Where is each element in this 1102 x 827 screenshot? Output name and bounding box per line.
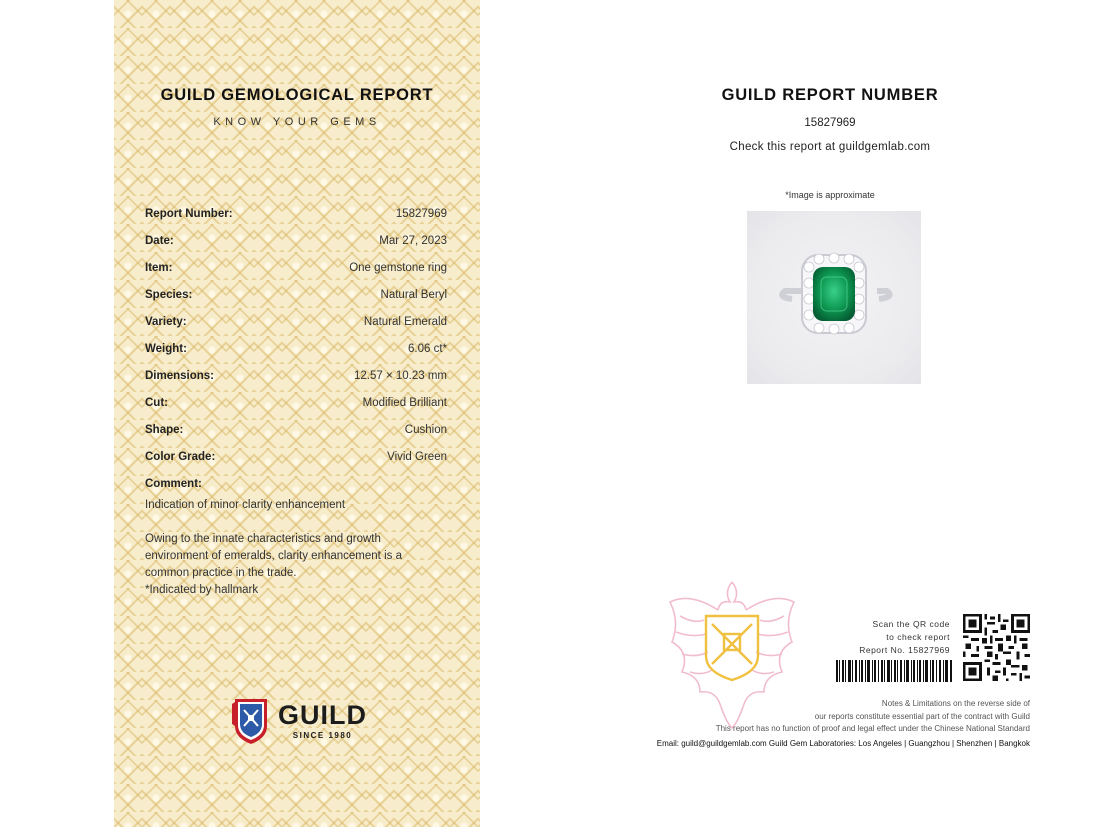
field-species [145,289,447,316]
field-weight [145,343,447,370]
field-value: Modified Brilliant [362,397,447,409]
comment-line: Owing to the innate characteristics and growth [145,533,381,545]
comment-label: Comment: [145,478,202,490]
field-label: Cut: [145,397,168,409]
field-label: Item: [145,262,173,274]
field-value: Cushion [404,424,447,436]
field-value: Vivid Green [387,451,447,463]
notes-line: our reports constitute essential part of the contract with Guild [814,711,1030,721]
footer-contact: Email: guild@guildgemlab.com Guild Gem Laboratories: Los Angeles | Guangzhou | Shenzhen | Bangkok [656,739,1030,748]
left-report-panel [114,0,480,827]
guild-wordmark [278,702,367,740]
comment-line: environment of emeralds, clarity enhancement is a [145,550,402,562]
comment-line: *Indicated by hallmark [145,584,259,596]
gemstone-ring-photo [747,211,921,384]
field-value: Mar 27, 2023 [379,235,447,247]
qr-code-icon[interactable] [963,614,1030,681]
guild-shield-logo-icon [232,696,270,746]
guild-logo-name: GUILD [278,700,367,730]
field-label: Color Grade: [145,451,216,463]
field-label: Variety: [145,316,187,328]
comment-text: Indication of minor clarity enhancement [145,499,346,511]
qr-instruction-line: to check report [886,632,950,642]
report-number-small: Report No. 15827969 [859,645,950,655]
notes-limitations [560,698,1030,736]
field-value: 15827969 [395,208,447,220]
field-variety [145,316,447,343]
field-value: Natural Emerald [363,316,447,328]
comment-line: common practice in the trade. [145,567,297,579]
field-value: 6.06 ct* [408,343,447,355]
field-label: Weight: [145,343,187,355]
image-approx-note: *Image is approximate [785,190,875,200]
field-value: 12.57 × 10.23 mm [353,370,447,382]
verify-link-text: Check this report at guildgemlab.com [729,141,931,153]
field-value: Natural Beryl [380,289,447,301]
field-value: One gemstone ring [349,262,447,274]
field-dimensions [145,370,447,397]
report-tagline: KNOW YOUR GEMS [213,116,381,128]
report-fields [145,208,447,599]
field-label: Date: [145,235,174,247]
field-report-number [145,208,447,235]
guild-logo [232,696,367,746]
qr-instruction-line: Scan the QR code [872,619,950,629]
field-label: Report Number: [145,208,233,220]
field-label: Species: [145,289,193,301]
field-item [145,262,447,289]
notes-line: This report has no function of proof and legal effect under the Chinese National Standard [715,724,1030,733]
report-number-value: 15827969 [804,117,856,129]
report-number-heading: GUILD REPORT NUMBER [721,86,939,104]
field-shape [145,424,447,451]
guild-logo-since: SINCE 1980 [292,731,353,740]
report-title: GUILD GEMOLOGICAL REPORT [160,86,434,104]
comment-paragraph [145,531,447,599]
emerald-ring-icon [747,211,921,384]
field-label: Shape: [145,424,184,436]
notes-line: Notes & Limitations on the reverse side of [881,699,1030,708]
field-cut [145,397,447,424]
barcode-icon [836,660,952,682]
field-label: Dimensions: [145,370,215,382]
field-date [145,235,447,262]
qr-instructions [830,618,950,644]
field-color-grade [145,451,447,478]
